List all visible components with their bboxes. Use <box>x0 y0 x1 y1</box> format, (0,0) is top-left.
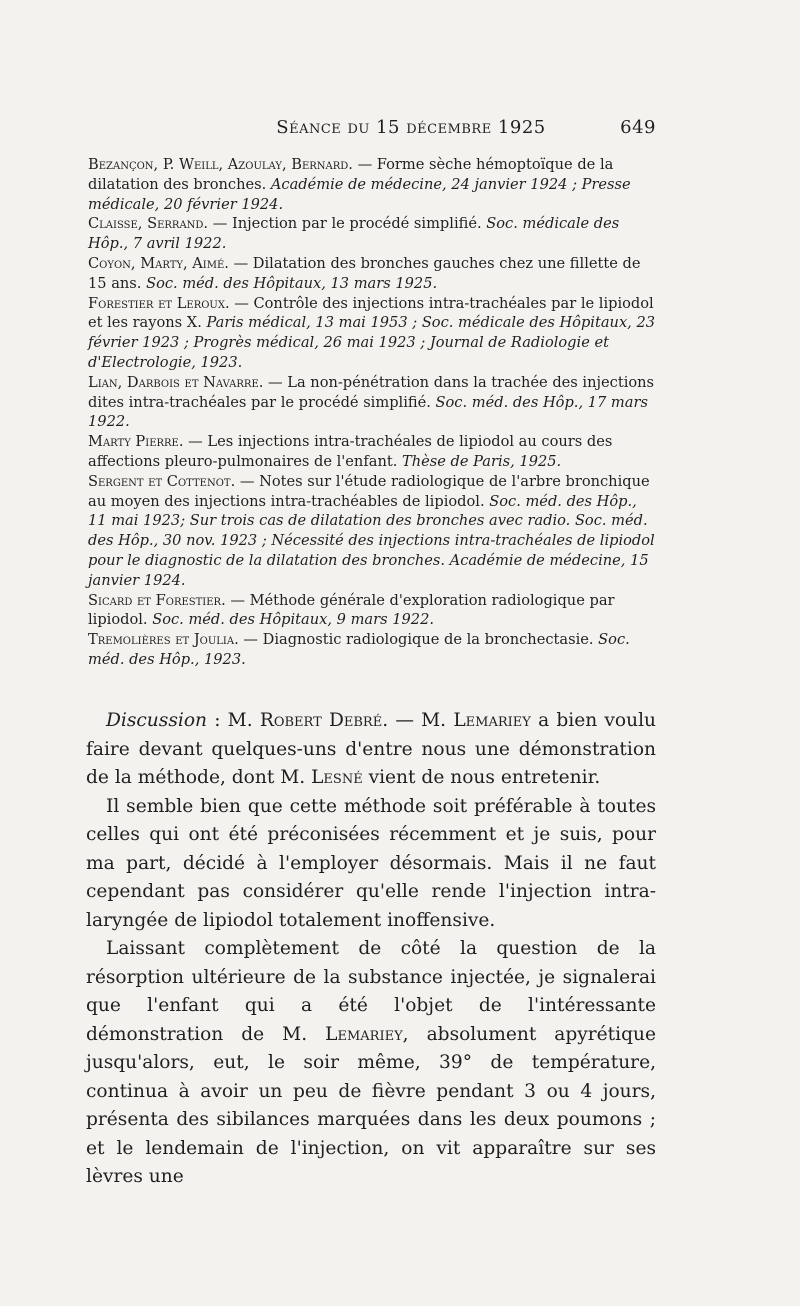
ref-text: — La non-pénétration dans la trachée des injections dites intra-trachéales par le procédé simplifié. <box>88 373 655 411</box>
ref-source: Soc. méd. des Hôpitaux, 13 mars 1925. <box>146 274 438 292</box>
reference-item <box>88 432 656 472</box>
ref-source: Thèse de Paris, 1925. <box>401 452 562 470</box>
ref-authors: Sergent et Cottenot. <box>88 472 236 490</box>
ref-text: — Dilatation des bronches gauches chez une fillette de 15 ans. <box>88 254 641 292</box>
speaker-name: Lemariey <box>325 1023 403 1045</box>
ref-authors: Tremolières et Joulia. <box>88 631 239 649</box>
reference-list <box>88 155 656 670</box>
reference-item <box>88 630 656 670</box>
ref-source: Soc. méd. des Hôp., 1923. <box>88 631 630 668</box>
reference-item <box>88 214 656 254</box>
ref-authors: Coyon, Marty, Aimé. <box>88 254 229 272</box>
reference-item <box>88 254 656 294</box>
ref-source: Paris médical, 13 mai 1953 ; Soc. médicale des Hôpitaux, 23 février 1923 ; Progrès médical, 26 mai 1923 ; Journal de Radiologie et d'Electrologie, 1923. <box>88 314 656 371</box>
ref-text: — Méthode générale d'exploration radiologique par lipiodol. <box>88 591 615 629</box>
speaker-name: Lemariey <box>453 710 531 731</box>
ref-authors: Claisse, Serrand. <box>88 215 209 233</box>
running-title: Séance du 15 décembre 1925 <box>276 117 546 138</box>
discussion-label: Discussion <box>106 710 207 731</box>
discussion-paragraph <box>86 707 656 793</box>
ref-text: — Les injections intra-trachéales de lipiodol au cours des affections pleuro-pulmonaires de l'enfant. <box>88 433 613 470</box>
ref-authors: Sicard et Forestier. <box>88 591 226 609</box>
ref-text: — Contrôle des injections intra-trachéales par le lipiodol et les rayons X. <box>88 294 654 332</box>
discussion-text: Laissant complètement de côté la question de la résorption ultérieure de la substance injectée, je signalerai que l'enfant qui a été l'objet de l'intéressante démonstration de M. <box>86 938 656 1045</box>
discussion-text: . — M. <box>382 710 454 731</box>
speaker-name: Lesné <box>311 767 363 788</box>
discussion-text: a bien voulu faire devant quelques-uns d'entre nous une démonstration de la méthode, dont M. <box>86 710 656 788</box>
ref-source: Soc. médicale des Hôp., 7 avril 1922. <box>88 215 620 253</box>
reference-item <box>88 294 656 373</box>
reference-item <box>88 155 656 214</box>
ref-text: — Forme sèche hémoptoïque de la dilatation des bronches. <box>88 156 614 193</box>
ref-authors: Forestier et Leroux. <box>88 294 230 312</box>
speaker-name: Robert Debré <box>259 710 383 731</box>
ref-authors: Bezançon, P. Weill, Azoulay, Bernard. <box>88 156 353 173</box>
page-number: 649 <box>620 117 656 138</box>
discussion-paragraph <box>86 935 656 1192</box>
page-header <box>86 117 656 138</box>
ref-source: Soc. méd. des Hôp., 17 mars 1922. <box>88 393 648 431</box>
discussion-text: : M. <box>207 710 260 731</box>
reference-item <box>88 373 656 432</box>
reference-item <box>88 591 656 631</box>
ref-source: Soc. méd. des Hôp., 11 mai 1923; Sur trois cas de dilatation des bronches avec radio. Soc. méd. des Hôp., 30 nov. 1923 ; Nécessité des injections intra-trachéales de lipiodol pour le diagnostic de la dilatation des bronches. Académie de médecine, 15 janvier 1924. <box>88 492 655 589</box>
reference-item <box>88 472 656 591</box>
ref-source: Académie de médecine, 24 janvier 1924 ; Presse médicale, 20 février 1924. <box>88 175 631 213</box>
ref-text: — Injection par le procédé simplifié. <box>208 215 487 233</box>
discussion-paragraph: Il semble bien que cette méthode soit préférable à toutes celles qui ont été préconisées récemment et je suis, pour ma part, décidé à l'employer désormais. Mais il ne faut cependant pas considérer qu'elle rende l'injection intra-laryngée de lipiodol totalement inoffensive. <box>86 795 656 931</box>
ref-source: Soc. méd. des Hôpitaux, 9 mars 1922. <box>152 611 434 629</box>
ref-authors: Lian, Darbois et Navarre. <box>88 373 264 391</box>
discussion-text: vient de nous entretenir. <box>362 767 601 788</box>
ref-text: — Diagnostic radiologique de la bronchectasie. <box>238 631 599 649</box>
discussion-section <box>86 707 656 1192</box>
ref-text: — Notes sur l'étude radiologique de l'arbre bronchique au moyen des injections intra-trachéables de lipiodol. <box>88 472 650 510</box>
ref-authors: Marty Pierre. <box>88 433 184 451</box>
discussion-text: , absolument apyrétique jusqu'alors, eut, le soir même, 39° de température, continua à avoir un peu de fièvre pendant 3 ou 4 jours, présenta des sibilances marquées dans les deux poumons ; et le lendemain de l'injection, on vit apparaître sur ses lèvres une <box>86 1023 656 1187</box>
